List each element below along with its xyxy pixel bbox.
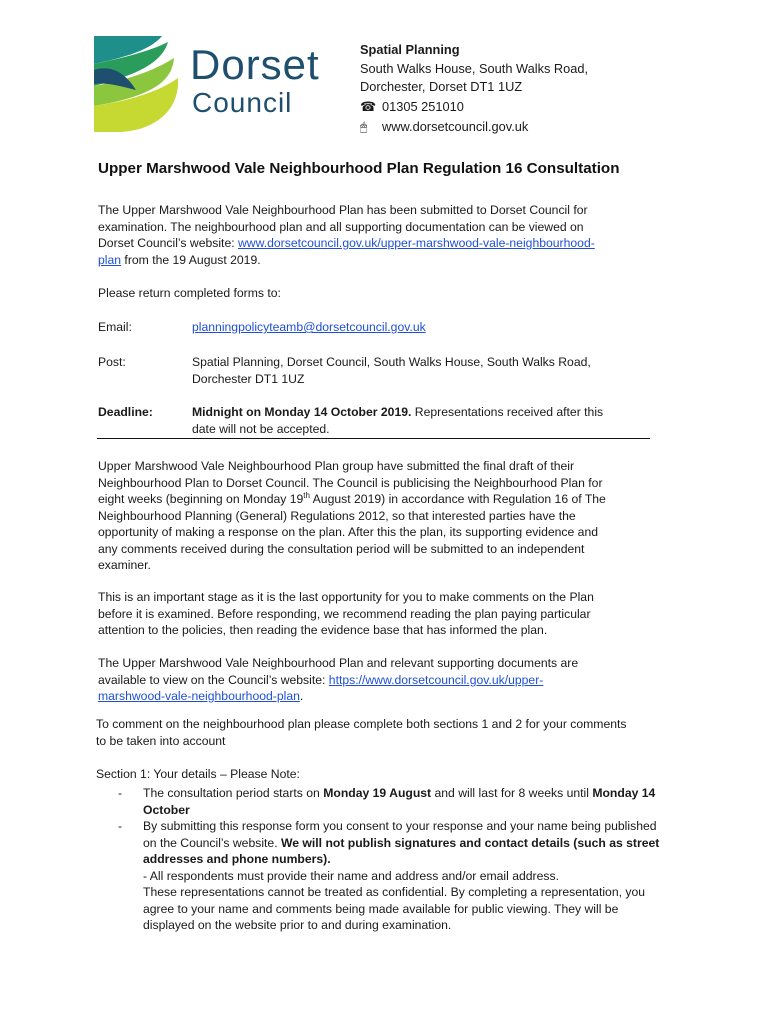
bullet-bold: Monday 19 August <box>323 786 432 800</box>
deadline-rest: Representations received after this <box>411 405 604 419</box>
contact-address-1: South Walks House, South Walks Road, <box>360 60 589 76</box>
bullet-line: displayed on the website prior to and during examination. <box>143 918 452 932</box>
bullet-consultation-period <box>118 785 708 818</box>
bullet-body <box>143 818 718 934</box>
return-label: Please return completed forms to: <box>98 286 281 300</box>
paragraph-instructions <box>96 716 626 749</box>
bullet-line: - All respondents must provide their name and address and/or email address. <box>143 868 559 883</box>
deadline-label: Deadline: <box>98 405 153 419</box>
para-line: This is an important stage as it is the last opportunity for you to make comments on the Plan <box>98 590 594 604</box>
bullet-line <box>143 851 718 868</box>
logo-word-dorset: Dorset <box>190 41 320 88</box>
mouse-icon: 🖱 <box>360 120 368 135</box>
bullet-bold: October <box>143 802 190 817</box>
deadline-date: Midnight on Monday 14 October 2019. <box>192 405 412 419</box>
logo-mark-icon <box>92 34 184 134</box>
deadline-line <box>192 404 603 421</box>
email-label: Email: <box>98 320 132 334</box>
para-line <box>98 491 606 508</box>
bullet-dash: - <box>118 786 123 800</box>
bullet-bold: addresses and phone numbers). <box>143 852 331 866</box>
post-line: Dorchester DT1 1UZ <box>192 371 305 386</box>
para-text: available to view on the Council’s website: <box>98 672 329 687</box>
divider-line <box>97 438 650 439</box>
plan-link[interactable]: www.dorsetcouncil.gov.uk/upper-marshwood-vale-neighbourhood- <box>238 236 595 250</box>
bullet-text: and will last for 8 weeks until <box>431 786 593 800</box>
post-label: Post: <box>98 355 126 369</box>
logo-word-council: Council <box>192 87 293 118</box>
intro-line: The Upper Marshwood Vale Neighbourhood Plan has been submitted to Dorset Council for <box>98 203 588 217</box>
phone-icon: ☎ <box>360 98 377 114</box>
intro-text: Dorset Council’s website: <box>98 236 238 250</box>
deadline-text <box>192 404 603 437</box>
section-1-heading: Section 1: Your details – Please Note: <box>96 767 300 781</box>
documents-link-continued[interactable]: marshwood-vale-neighbourhood-plan <box>98 689 300 703</box>
para-line: The Upper Marshwood Vale Neighbourhood Plan and relevant supporting documents are <box>98 656 579 670</box>
para-line: attention to the policies, then reading the evidence base that has informed the plan. <box>98 623 548 637</box>
post-line: Spatial Planning, Dorset Council, South Walks House, South Walks Road, <box>192 355 591 369</box>
contact-website[interactable]: www.dorsetcouncil.gov.uk <box>382 119 529 135</box>
intro-text: from the 19 August 2019. <box>121 252 261 267</box>
intro-line: examination. The neighbourhood plan and all supporting documentation can be viewed on <box>98 219 584 234</box>
para-line: examiner. <box>98 558 151 572</box>
para-line: before it is examined. Before responding, we recommend reading the plan paying particular <box>98 606 591 621</box>
bullet-consent <box>118 818 718 934</box>
documents-link[interactable]: https://www.dorsetcouncil.gov.uk/upper- <box>328 672 544 687</box>
contact-address-2: Dorchester, Dorset DT1 1UZ <box>360 79 523 95</box>
intro-line <box>98 235 595 252</box>
para-line: Neighbourhood Plan to Dorset Council. The Council is publicising the Neighbourhood Plan for <box>98 475 603 490</box>
contact-dept: Spatial Planning <box>360 42 460 57</box>
contact-web-row <box>360 118 588 137</box>
para-line: opportunity of making a response on the plan. After this the plan, its supporting evidence and <box>98 525 599 539</box>
para-line: Neighbourhood Planning (General) Regulations 2012, so that interested parties have the <box>98 508 576 523</box>
para-text: . <box>299 689 304 703</box>
para-text: eight weeks (beginning on Monday 19 <box>98 492 304 506</box>
bullet-text: The consultation period starts on <box>143 786 324 800</box>
para-line: any comments received during the consultation period will be submitted to an independent <box>98 541 585 556</box>
dorset-council-logo <box>92 34 342 134</box>
contact-block <box>360 41 588 137</box>
bullet-line <box>143 802 708 819</box>
paragraph-submission <box>98 458 606 574</box>
paragraph-important-stage <box>98 589 594 639</box>
contact-phone: 01305 251010 <box>382 98 464 114</box>
paragraph-documents <box>98 655 578 705</box>
bullet-dash: - <box>118 819 123 833</box>
bullet-bold: We will not publish signatures and contact details (such as street <box>280 835 660 850</box>
ordinal-suffix: th <box>303 490 310 500</box>
bullet-bold: Monday 14 <box>592 786 656 800</box>
para-line: To comment on the neighbourhood plan please complete both sections 1 and 2 for your comments <box>96 717 627 731</box>
post-address <box>192 354 591 387</box>
intro-line <box>98 252 595 269</box>
plan-link-continued[interactable]: plan <box>98 252 122 267</box>
para-text: August 2019) in accordance with Regulation 16 of The <box>309 492 606 506</box>
bullet-line <box>143 835 718 852</box>
bullet-line: By submitting this response form you consent to your response and your name being published <box>143 819 657 833</box>
bullet-line: agree to your name and comments being made available for public viewing. They will be <box>143 901 619 916</box>
bullet-line: These representations cannot be treated as confidential. By completing a representation, you <box>143 885 646 899</box>
para-line: to be taken into account <box>96 733 226 748</box>
contact-phone-row <box>360 98 588 117</box>
bullet-text: on the Council’s website. <box>143 835 281 850</box>
intro-paragraph <box>98 202 595 268</box>
para-line <box>98 688 578 705</box>
para-line: Upper Marshwood Vale Neighbourhood Plan group have submitted the final draft of their <box>98 459 575 473</box>
page-title: Upper Marshwood Vale Neighbourhood Plan Regulation 16 Consultation <box>98 160 620 177</box>
email-link[interactable]: planningpolicyteamb@dorsetcouncil.gov.uk <box>192 320 426 334</box>
para-line <box>98 672 578 689</box>
deadline-line: date will not be accepted. <box>192 421 330 436</box>
bullet-body <box>143 785 708 818</box>
bullet-line <box>143 785 708 802</box>
